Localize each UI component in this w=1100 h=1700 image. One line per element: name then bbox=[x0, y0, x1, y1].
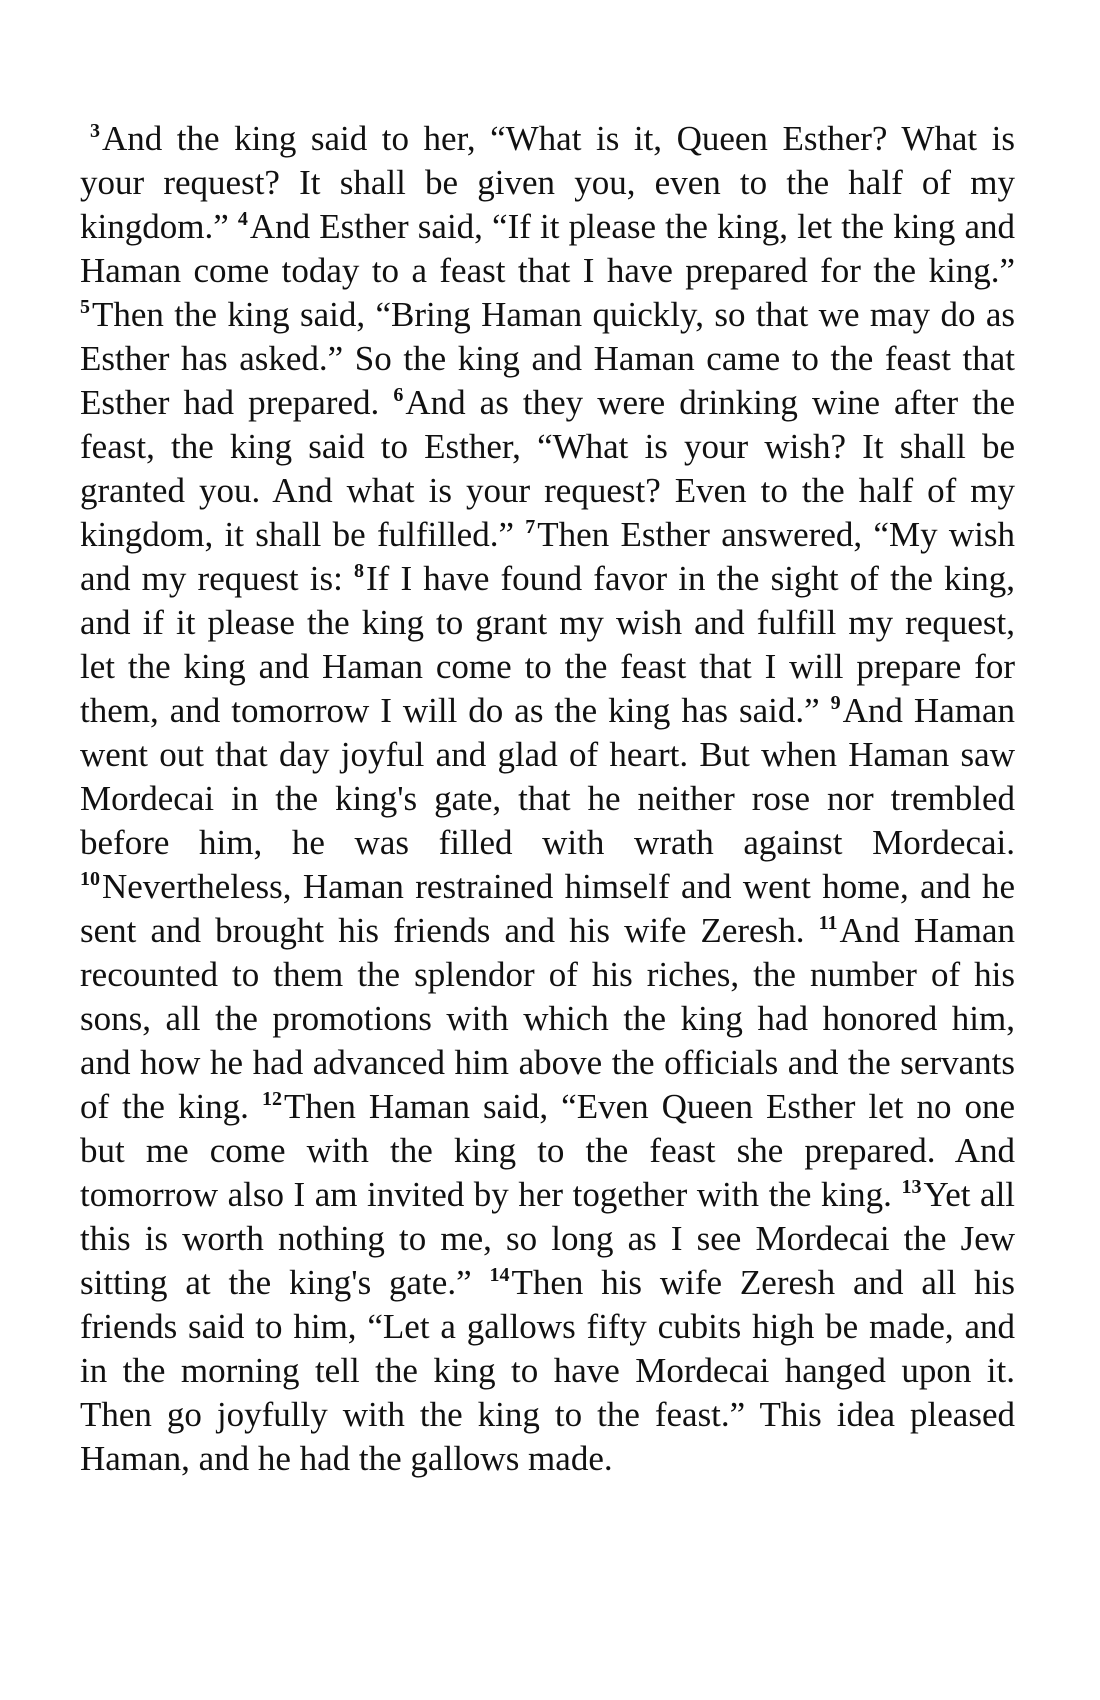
verse-number-10: 10 bbox=[80, 868, 100, 891]
verse-number-9: 9 bbox=[830, 692, 841, 715]
verse-text-14: Then his wife Zeresh and all his friends said to him, “Let a gallows fifty cubits high be made, and in the morning tell the king to have Mordecai hanged upon it. Then go joyfully with the king to the feast.” This idea pleased Haman, and he had the gallows made. bbox=[80, 1263, 1016, 1478]
scripture-passage bbox=[80, 117, 1015, 1481]
verse-number-11: 11 bbox=[818, 912, 838, 935]
verse-number-8: 8 bbox=[354, 560, 365, 583]
verse-text-13: Yet all this is worth nothing to me, so long as I see Mordecai the Jew sitting at the king's gate.” bbox=[80, 1175, 1016, 1302]
verse-number-14: 14 bbox=[489, 1264, 510, 1287]
verse-number-7: 7 bbox=[525, 516, 536, 539]
verse-number-6: 6 bbox=[393, 384, 404, 407]
verse-text-9: And Haman went out that day joyful and glad of heart. But when Haman saw Mordecai in the king's gate, that he neither rose nor trembled before him, he was filled with wrath against Mordecai. bbox=[80, 691, 1015, 862]
verse-text-7: Then Esther answered, “My wish and my request is: bbox=[80, 515, 1015, 598]
verse-text-6: And as they were drinking wine after the feast, the king said to Esther, “What is your wish? It shall be granted you. And what is your request? Even to the half of my kingdom, it shall be fulfilled.” bbox=[80, 383, 1015, 554]
verse-number-5: 5 bbox=[80, 296, 90, 319]
verse-text-11: And Haman recounted to them the splendor of his riches, the number of his sons, all the promotions with which the king had honored him, and how he had advanced him above the officials and the servants of the king. bbox=[80, 911, 1015, 1126]
verse-text-4: And Esther said, “If it please the king, let the king and Haman come today to a feast that I have prepared for the king.” bbox=[80, 207, 1016, 290]
verse-text-3: And the king said to her, “What is it, Queen Esther? What is your request? It shall be given you, even to the half of my kingdom.” bbox=[80, 119, 1015, 246]
verse-number-13: 13 bbox=[901, 1176, 922, 1199]
verse-number-3: 3 bbox=[90, 120, 100, 143]
verse-text-8: If I have found favor in the sight of the king, and if it please the king to grant my wish and fulfill my request, let the king and Haman come to the feast that I will prepare for them, and tomorrow I will do as the king has said.” bbox=[80, 559, 1015, 730]
verse-text-10: Nevertheless, Haman restrained himself and went home, and he sent and brought his friends and his wife Zeresh. bbox=[80, 867, 1015, 950]
verse-number-12: 12 bbox=[261, 1088, 282, 1111]
verse-number-4: 4 bbox=[237, 208, 248, 231]
verse-text-5: Then the king said, “Bring Haman quickly, so that we may do as Esther has asked.” So the king and Haman came to the feast that Esther had prepared. bbox=[80, 295, 1015, 422]
verse-text-12: Then Haman said, “Even Queen Esther let no one but me come with the king to the feast she prepared. And tomorrow also I am invited by her together with the king. bbox=[80, 1087, 1016, 1214]
